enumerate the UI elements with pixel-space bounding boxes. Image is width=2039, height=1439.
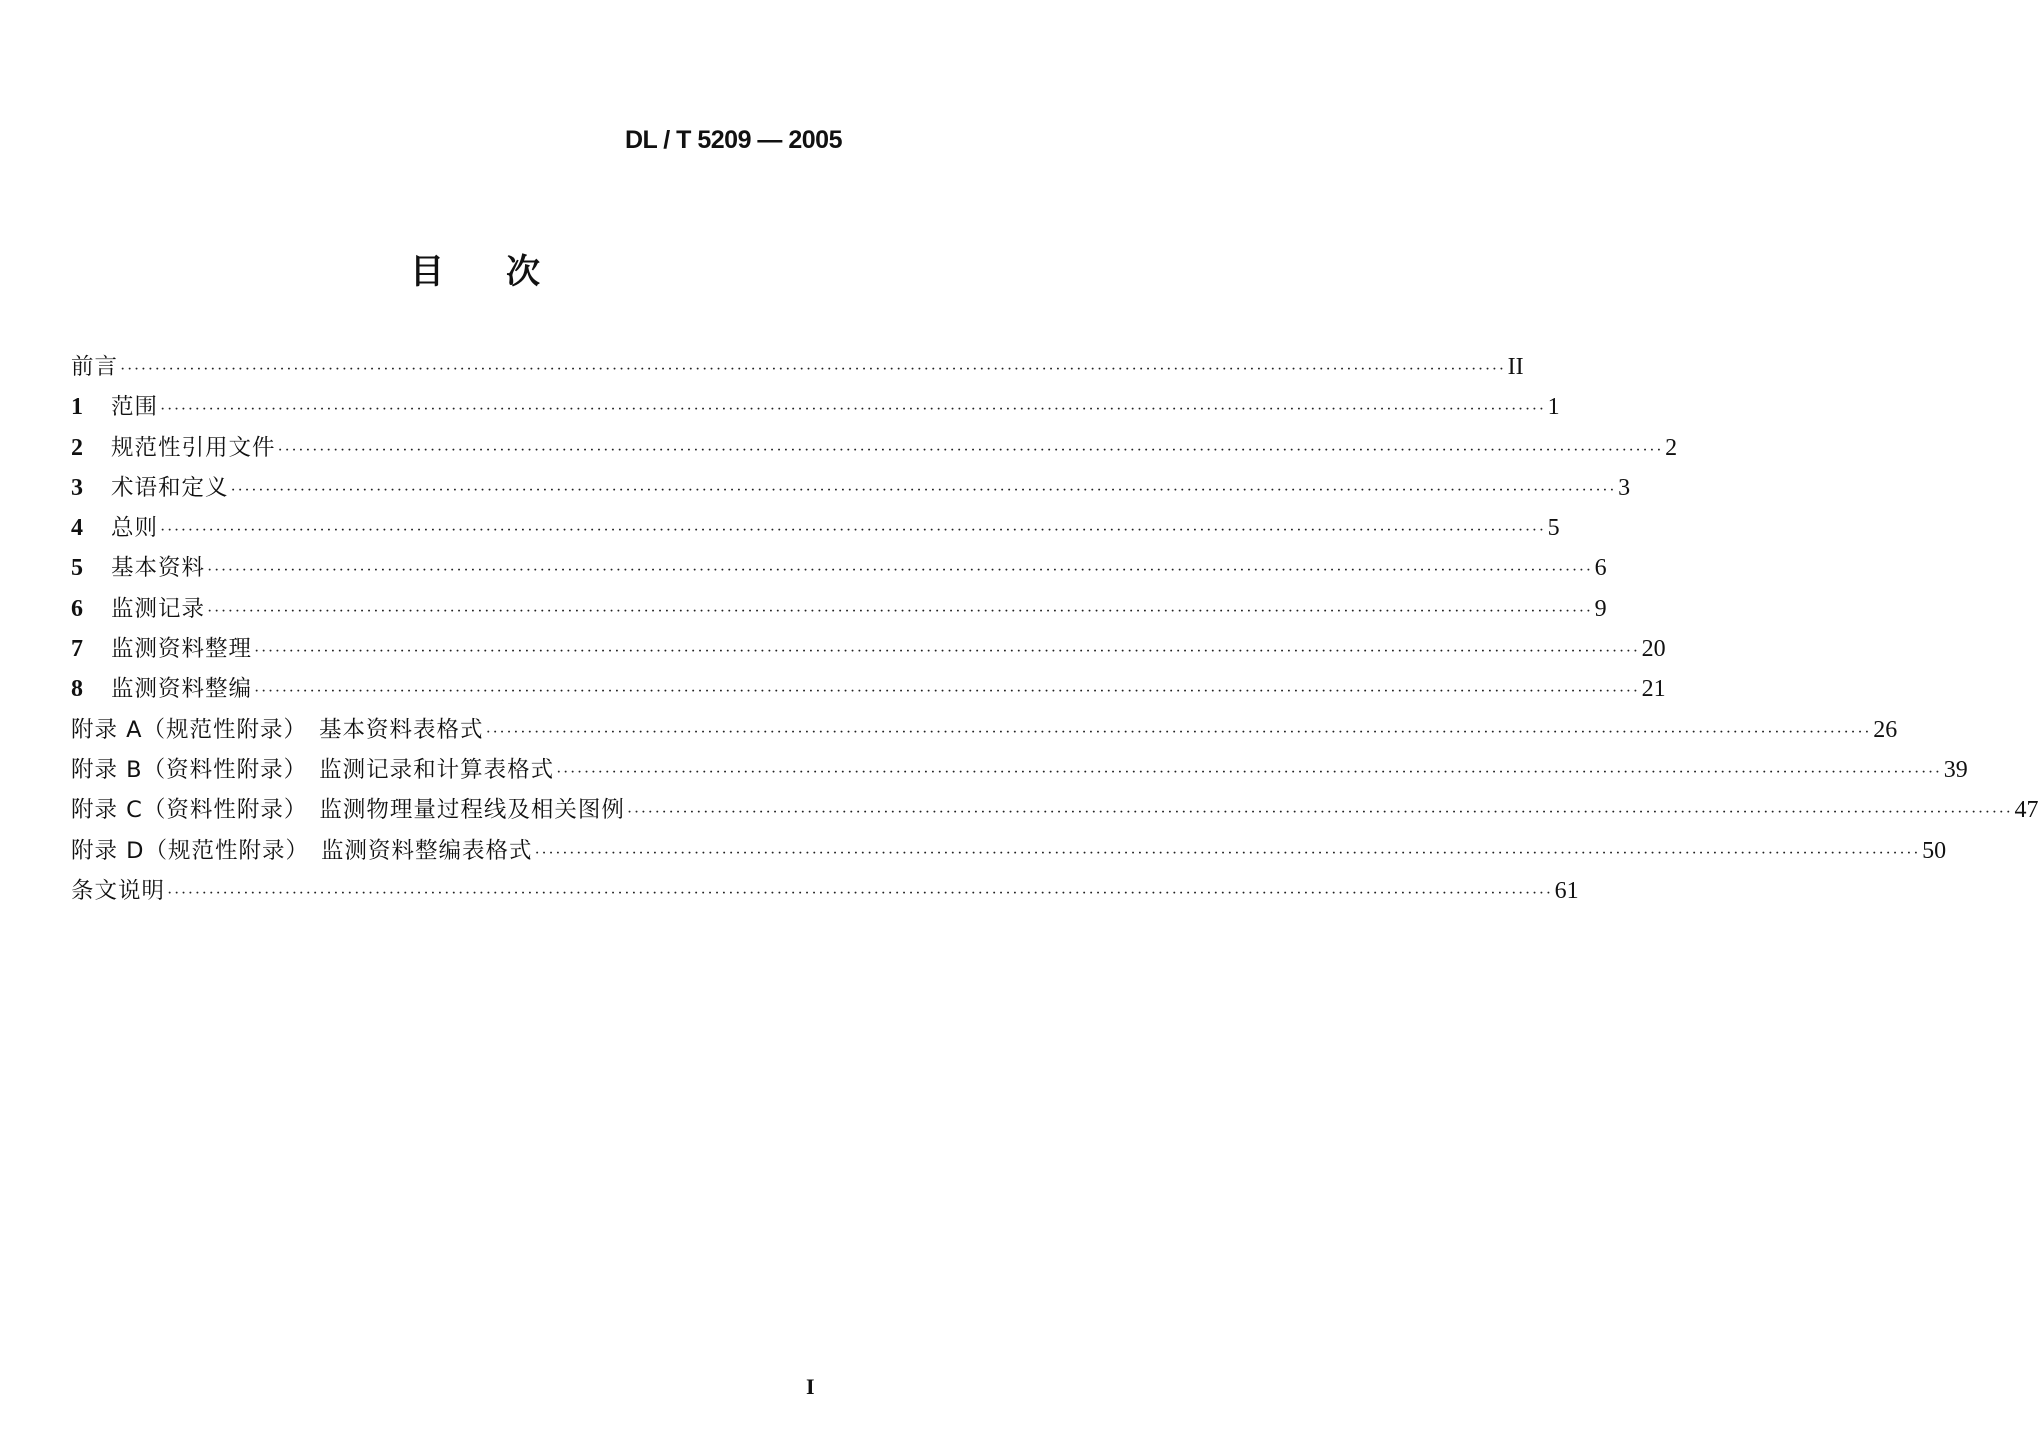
- toc-entry-number: 6: [71, 595, 83, 622]
- toc-entry[interactable]: [71, 589, 1607, 629]
- toc-entry-label: 总则: [111, 515, 159, 542]
- toc-entry-label: 前言: [71, 354, 119, 380]
- toc-entry[interactable]: [71, 428, 1678, 468]
- toc-entry[interactable]: [71, 548, 1607, 588]
- toc-entry-label: 附录 A（规范性附录）: [71, 716, 308, 743]
- toc-entry-label: 监测资料整编: [111, 676, 253, 703]
- page-title: [0, 244, 950, 293]
- toc-dot-leader: ········································································································································································································: [167, 884, 1553, 902]
- toc-entry-label: 附录 D（规范性附录）: [71, 837, 309, 864]
- toc-entry-page: 39: [1943, 756, 1968, 783]
- toc-entry-number: 2: [71, 434, 83, 461]
- toc-entry-label: 附录 B（资料性附录）: [71, 756, 308, 783]
- toc-entry-page: 3: [1618, 474, 1631, 501]
- toc-entry-label: 监测资料整理: [111, 636, 253, 663]
- title-char-1: 目: [410, 252, 444, 292]
- toc-dot-leader: ········································································································································································································: [254, 643, 1640, 661]
- toc-entry[interactable]: [71, 831, 1947, 871]
- toc-entry-number: 3: [71, 474, 83, 501]
- toc-entry-label: 条文说明: [71, 877, 166, 904]
- toc-entry-label: 监测记录: [111, 595, 206, 622]
- toc-dot-leader: ········································································································································································································: [277, 441, 1664, 459]
- toc-entry-page: 61: [1554, 877, 1579, 904]
- toc-entry[interactable]: [71, 710, 1898, 750]
- toc-entry-subtitle: 监测资料整编表格式: [320, 837, 533, 864]
- toc-entry-page: 26: [1873, 716, 1898, 743]
- toc-entry-page: 21: [1641, 676, 1666, 703]
- toc-entry-number: 1: [71, 394, 83, 421]
- toc-entry-page: 20: [1641, 636, 1666, 663]
- toc-entry-page: II: [1507, 354, 1524, 380]
- toc-entry-page: 5: [1547, 515, 1560, 542]
- toc-dot-leader: ········································································································································································································: [485, 723, 1872, 741]
- toc-entry-page: 50: [1922, 837, 1947, 864]
- toc-entry[interactable]: [71, 669, 1666, 709]
- toc-entry-page: 1: [1547, 394, 1560, 421]
- toc-entry-page: 2: [1665, 434, 1678, 461]
- toc-entry-number: 8: [71, 676, 83, 703]
- toc-entry-number: 4: [71, 515, 83, 542]
- toc-dot-leader: ········································································································································································································: [556, 763, 1942, 781]
- standard-code: DL / T 5209 — 2005: [624, 126, 842, 154]
- toc-entry[interactable]: [71, 508, 1560, 548]
- page-number: I: [806, 1374, 815, 1399]
- table-of-contents: [71, 347, 2039, 911]
- toc-dot-leader: ········································································································································································································: [534, 844, 1921, 862]
- toc-entry-page: 9: [1594, 595, 1607, 622]
- toc-entry[interactable]: [71, 468, 1631, 508]
- toc-entry-label: 附录 C（资料性附录）: [71, 797, 308, 824]
- toc-dot-leader: ········································································································································································································: [207, 602, 1593, 620]
- toc-dot-leader: ········································································································································································································: [160, 522, 1546, 540]
- toc-entry[interactable]: [71, 871, 1579, 911]
- toc-entry[interactable]: [71, 387, 1560, 427]
- title-char-2: 次: [506, 252, 540, 292]
- toc-dot-leader: ········································································································································································································: [626, 804, 2013, 822]
- toc-entry[interactable]: [71, 347, 1524, 387]
- toc-entry-label: 规范性引用文件: [111, 434, 276, 461]
- toc-entry-page: 47: [2014, 797, 2039, 824]
- toc-dot-leader: ········································································································································································································: [120, 361, 1506, 378]
- toc-entry-number: 5: [71, 555, 83, 582]
- toc-dot-leader: ········································································································································································································: [207, 562, 1593, 580]
- toc-entry[interactable]: [71, 629, 1666, 669]
- toc-entry-subtitle: 监测物理量过程线及相关图例: [319, 797, 625, 824]
- toc-entry-page: 6: [1594, 555, 1607, 582]
- toc-entry[interactable]: [71, 790, 2039, 830]
- toc-dot-leader: ········································································································································································································: [160, 401, 1546, 419]
- toc-entry-subtitle: 监测记录和计算表格式: [319, 756, 555, 783]
- toc-dot-leader: ········································································································································································································: [230, 481, 1617, 499]
- toc-entry-number: 7: [71, 636, 83, 663]
- toc-dot-leader: ········································································································································································································: [254, 683, 1640, 701]
- toc-entry[interactable]: [71, 750, 1968, 790]
- toc-entry-label: 基本资料: [111, 555, 206, 582]
- toc-entry-label: 范围: [111, 394, 159, 421]
- toc-entry-subtitle: 基本资料表格式: [319, 716, 484, 743]
- toc-entry-label: 术语和定义: [111, 474, 229, 501]
